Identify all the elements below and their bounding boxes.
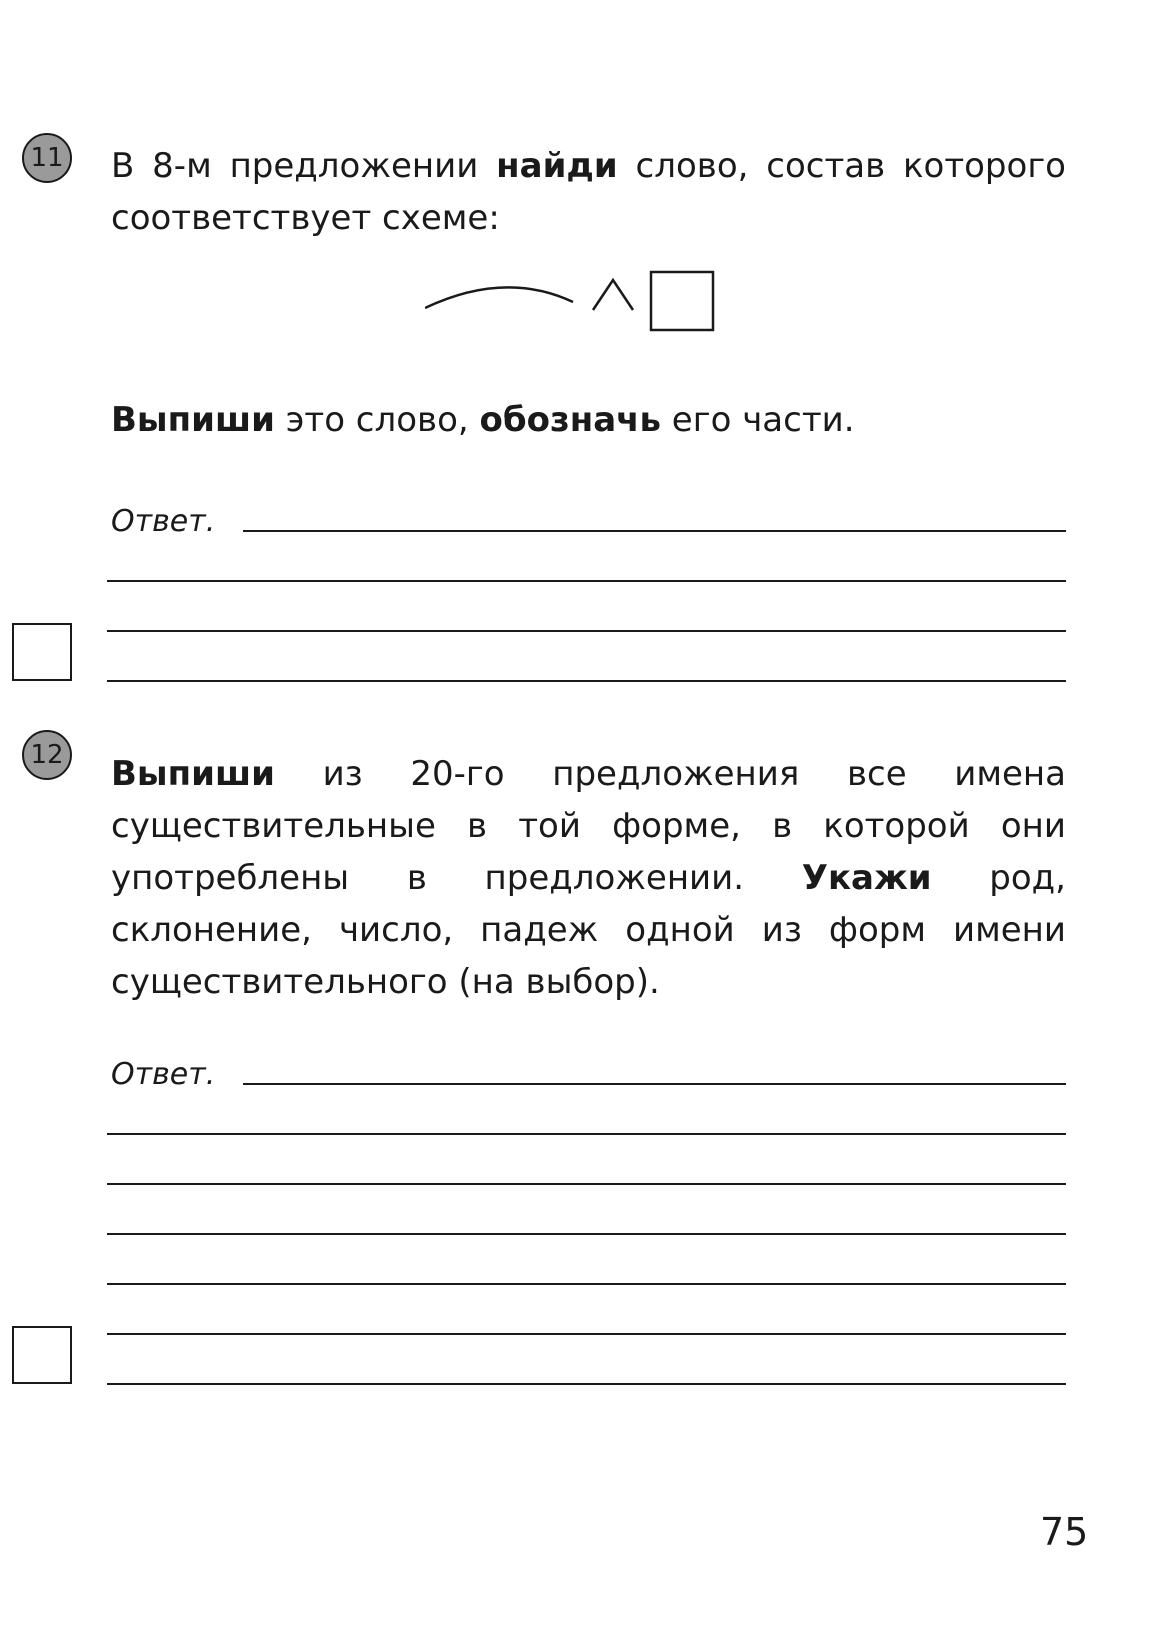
task-11-answer-line-4[interactable] bbox=[107, 680, 1066, 682]
task-11-number-badge bbox=[22, 133, 72, 183]
task-11-instr-post: его части. bbox=[661, 400, 855, 440]
task-11-instr-mid: это слово, bbox=[274, 400, 480, 440]
suffix-caret-icon bbox=[593, 280, 633, 310]
task-12-answer-line-6[interactable] bbox=[107, 1333, 1066, 1335]
task-11-answer-line-3[interactable] bbox=[107, 630, 1066, 632]
task-12-keyword-write: Выпиши bbox=[111, 754, 275, 794]
task-11-answer-label: Ответ. bbox=[111, 504, 216, 539]
root-arc-icon bbox=[425, 287, 573, 308]
task-12-answer-line-5[interactable] bbox=[107, 1283, 1066, 1285]
ending-box-icon bbox=[651, 272, 713, 330]
task-12-answer-line-2[interactable] bbox=[107, 1133, 1066, 1135]
task-12-answer-line-3[interactable] bbox=[107, 1183, 1066, 1185]
task-12-answer-label: Ответ. bbox=[111, 1057, 216, 1092]
task-11-answer-line-2[interactable] bbox=[107, 580, 1066, 582]
task-11-keyword-write: Выпиши bbox=[111, 400, 275, 440]
task-12-text-1: из 20-го предложения все имена существительные в той форме, в которой они употреблены в предложении. bbox=[111, 754, 1066, 898]
page-number: 75 bbox=[1040, 1510, 1089, 1554]
task-11-keyword-find: найди bbox=[496, 146, 618, 186]
task-12-number: 12 bbox=[30, 740, 64, 770]
task-12-answer-line-7[interactable] bbox=[107, 1383, 1066, 1385]
task-12-text-2: род, склонение, число, падеж одной из форм имени существительного (на выбор). bbox=[111, 858, 1066, 1002]
task-11-instruction bbox=[111, 394, 1066, 446]
task-11-answer-line-1[interactable] bbox=[243, 530, 1066, 532]
task-11-question bbox=[111, 140, 1066, 244]
task-12-answer-line-1[interactable] bbox=[243, 1083, 1066, 1085]
task-11-text-post: слово, состав которого соответствует схеме: bbox=[111, 146, 1066, 238]
task-12-keyword-indicate: Укажи bbox=[801, 858, 932, 898]
task-12-score-box[interactable] bbox=[12, 1326, 72, 1384]
task-11-number: 11 bbox=[30, 143, 64, 173]
task-12-number-badge bbox=[22, 730, 72, 780]
word-structure-scheme bbox=[425, 250, 755, 340]
task-12-answer-line-4[interactable] bbox=[107, 1233, 1066, 1235]
task-11-text-pre: В 8-м предложении bbox=[111, 146, 497, 186]
task-11-keyword-mark: обозначь bbox=[479, 400, 661, 440]
task-12-question bbox=[111, 748, 1066, 1008]
task-11-score-box[interactable] bbox=[12, 623, 72, 681]
